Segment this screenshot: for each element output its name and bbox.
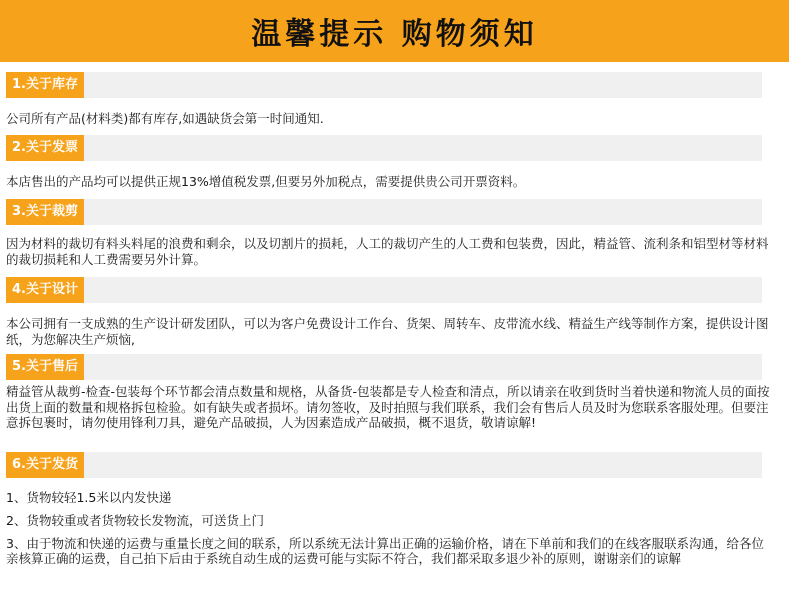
section-tag: 1.关于库存 (6, 72, 84, 98)
shipping-item-2: 2、货物较重或者货物较长发物流，可送货上门 (6, 513, 264, 528)
section-header-design (6, 277, 762, 303)
section-header-invoice (6, 135, 762, 161)
section-text-invoice: 本店售出的产品均可以提供正规13%增值税发票,但要另外加税点，需要提供贵公司开票资料。 (6, 174, 526, 189)
shipping-item-1: 1、货物较轻1.5米以内发快递 (6, 490, 172, 505)
section-tag: 6.关于发货 (6, 452, 84, 478)
section-tag: 2.关于发票 (6, 135, 84, 161)
section-tag: 5.关于售后 (6, 354, 84, 380)
title-banner (0, 0, 789, 62)
section-header-shipping (6, 452, 762, 478)
page-title: 温馨提示 购物须知 (251, 17, 538, 52)
section-tag: 3.关于裁剪 (6, 199, 84, 225)
section-header-cutting (6, 199, 762, 225)
section-header-stock (6, 72, 762, 98)
section-text-stock: 公司所有产品(材料类)都有库存,如遇缺货会第一时间通知. (6, 111, 324, 126)
section-text-aftersales: 精益管从裁剪-检查-包装每个环节都会清点数量和规格，从备货-包装都是专人检查和清点，所以请亲在收到货时当着快递和物流人员的面按出货上面的数量和规格拆包检验。如有缺失或者损坏。请勿签收，及时拍照与我们联系，我们会有售后人员及时为您联系客服处理。但要注意拆包裹时，请勿使用锋利刀具，避免产品破损，人为因素造成产品破损，概不退货，敬请谅解! (6, 384, 770, 430)
shipping-item-3: 3、由于物流和快递的运费与重量长度之间的联系，所以系统无法计算出正确的运输价格，请在下单前和我们的在线客服联系沟通，给各位亲核算正确的运费，自己拍下后由于系统自动生成的运费可能与实际不符合，我们都采取多退少补的原则，谢谢亲们的谅解 (6, 536, 764, 566)
section-header-aftersales (6, 354, 762, 380)
section-tag: 4.关于设计 (6, 277, 84, 303)
section-text-design: 本公司拥有一支成熟的生产设计研发团队，可以为客户免费设计工作台、货架、周转车、皮带流水线、精益生产线等制作方案，提供设计图纸，为您解决生产烦恼, (6, 316, 769, 347)
section-text-cutting: 因为材料的裁切有料头料尾的浪费和剩余，以及切割片的损耗，人工的裁切产生的人工费和包装费，因此，精益管、流利条和铝型材等材料的裁切损耗和人工费需要另外计算。 (6, 236, 769, 267)
